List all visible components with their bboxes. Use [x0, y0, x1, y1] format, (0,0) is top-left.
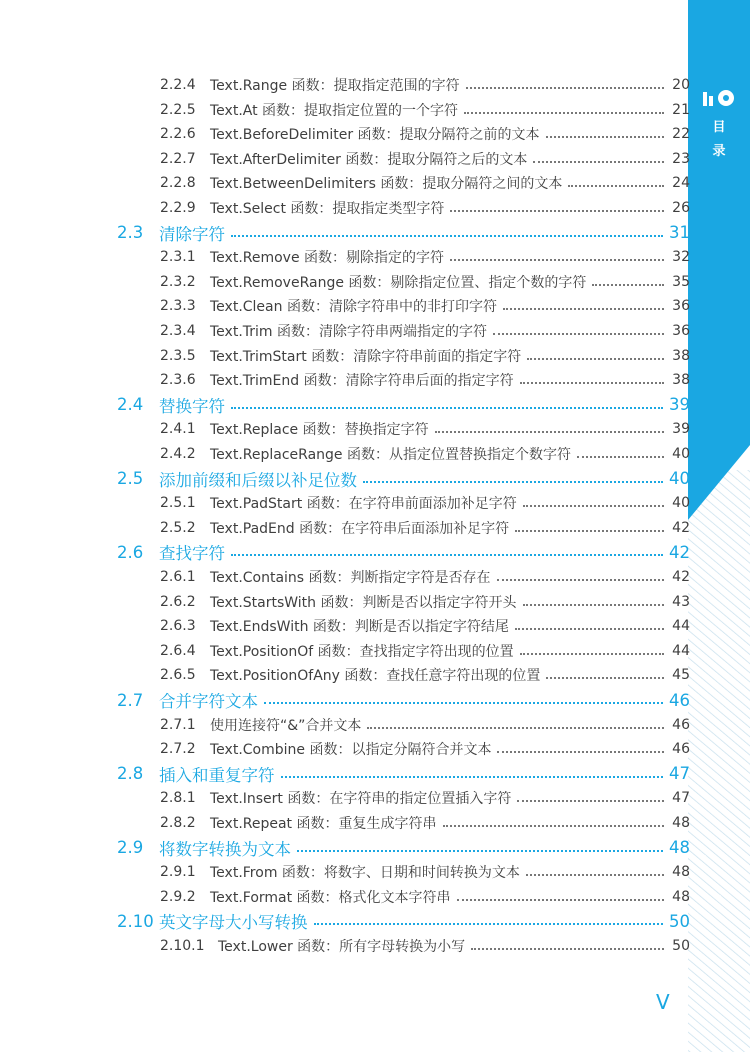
- toc-dot-leader: [443, 825, 665, 827]
- toc-entry-row[interactable]: [0, 811, 690, 835]
- toc-entry-number: 2.6.3: [160, 618, 196, 635]
- toc-section-row[interactable]: [0, 836, 690, 860]
- toc-dot-leader: [546, 677, 664, 679]
- toc-entry-row[interactable]: [0, 147, 690, 171]
- toc-page-number: 39: [672, 421, 690, 438]
- toc-entry-number: 2.2.5: [160, 101, 196, 118]
- toc-page-number: 44: [672, 642, 690, 659]
- toc-entry-title: Text.TrimStart 函数：清除字符串前面的指定字符: [210, 348, 522, 365]
- toc-entry-title: 插入和重复字符: [159, 765, 275, 785]
- toc-entry-number: 2.6.5: [160, 667, 196, 684]
- toc-entry-title: Text.TrimEnd 函数：清除字符串后面的指定字符: [210, 373, 514, 390]
- toc-dot-leader: [497, 751, 664, 753]
- toc-page-number: 44: [672, 618, 690, 635]
- toc-entry-title: Text.PadStart 函数：在字符串前面添加补足字符: [210, 496, 517, 513]
- toc-page-number: 50: [672, 938, 690, 954]
- toc-entry-title: Text.ReplaceRange 函数：从指定位置替换指定个数字符: [210, 447, 571, 463]
- toc-entry-row[interactable]: [0, 516, 690, 540]
- toc-entry-title: Text.Lower 函数：所有字母转换为小写: [218, 939, 466, 955]
- toc-entry-row[interactable]: [0, 713, 690, 737]
- toc-dot-leader: [471, 948, 664, 950]
- toc-entry-title: 替换字符: [159, 396, 225, 416]
- toc-page-number: 38: [672, 347, 690, 364]
- toc-page-number: 38: [672, 372, 690, 389]
- toc-dot-leader: [231, 407, 663, 409]
- toc-entry-number: 2.7: [117, 690, 144, 710]
- toc-entry-number: 2.2.7: [160, 150, 196, 167]
- toc-page-number: 48: [672, 815, 690, 831]
- toc-entry-title: Text.EndsWith 函数：判断是否以指定字符结尾: [210, 619, 509, 636]
- toc-entry-number: 2.3.5: [160, 347, 196, 364]
- toc-entry-number: 2.10: [117, 911, 154, 931]
- toc-entry-number: 2.2.9: [160, 200, 196, 216]
- toc-section-row[interactable]: [0, 393, 690, 417]
- toc-entry-row[interactable]: [0, 171, 690, 195]
- toc-entry-number: 2.2.8: [160, 175, 196, 192]
- toc-entry-number: 2.3.2: [160, 273, 196, 290]
- toc-entry-title: Text.Format 函数：格式化文本字符串: [210, 889, 451, 906]
- toc-page-number: 23: [672, 150, 690, 167]
- toc-section-row[interactable]: [0, 221, 690, 245]
- toc-dot-leader: [367, 727, 664, 729]
- toc-page-number: 32: [672, 249, 690, 266]
- toc-section-row[interactable]: [0, 762, 690, 786]
- toc-section-row[interactable]: [0, 688, 690, 712]
- toc-entry-number: 2.9.2: [160, 888, 196, 905]
- toc-entry-row[interactable]: [0, 491, 690, 515]
- toc-entry-row[interactable]: [0, 860, 690, 884]
- toc-page-number: 40: [672, 495, 690, 512]
- toc-dot-leader: [520, 382, 664, 384]
- toc-entry-row[interactable]: [0, 196, 690, 220]
- toc-dot-leader: [527, 358, 664, 360]
- toc-entry-title: Text.Contains 函数：判断指定字符是否存在: [210, 570, 491, 586]
- toc-entry-number: 2.9: [117, 838, 144, 858]
- toc-page-number: 24: [672, 175, 690, 192]
- toc-entry-row[interactable]: [0, 442, 690, 466]
- toc-entry-row[interactable]: [0, 294, 690, 318]
- toc-entry-title: Text.StartsWith 函数：判断是否以指定字符开头: [210, 594, 517, 611]
- toc-entry-title: Text.From 函数：将数字、日期和时间转换为文本: [210, 865, 520, 882]
- toc-entry-number: 2.4.1: [160, 421, 196, 438]
- toc-dot-leader: [568, 185, 664, 187]
- toc-entry-title: Text.RemoveRange 函数：剔除指定位置、指定个数的字符: [210, 274, 587, 291]
- toc-entry-title: Text.Insert 函数：在字符串的指定位置插入字符: [210, 791, 512, 808]
- toc-entry-row[interactable]: [0, 934, 690, 958]
- toc-entry-row[interactable]: [0, 737, 690, 761]
- toc-page-number: 31: [669, 223, 690, 243]
- toc-entry-row[interactable]: [0, 368, 690, 392]
- toc-dot-leader: [533, 161, 664, 163]
- toc-entry-title: 将数字转换为文本: [159, 839, 291, 859]
- toc-entry-title: Text.Trim 函数：清除字符串两端指定的字符: [210, 324, 487, 340]
- toc-entry-title: 使用连接符“&”合并文本: [210, 717, 362, 734]
- toc-page-number: 46: [672, 741, 690, 758]
- toc-dot-leader: [517, 800, 664, 802]
- toc-entry-number: 2.5: [117, 469, 144, 489]
- toc-entry-row[interactable]: [0, 417, 690, 441]
- toc-entry-row[interactable]: [0, 73, 690, 97]
- toc-page-number: 36: [672, 298, 690, 315]
- toc-page-number: 48: [672, 864, 690, 881]
- toc-entry-title: Text.PadEnd 函数：在字符串后面添加补足字符: [210, 520, 510, 537]
- toc-entry-number: 2.4: [117, 395, 144, 415]
- toc-page-number: 42: [672, 569, 690, 585]
- toc-entry-number: 2.8.2: [160, 815, 196, 831]
- toc-entry-row[interactable]: [0, 565, 690, 589]
- toc-page-number: 26: [672, 200, 690, 216]
- toc-page-number: 47: [672, 790, 690, 807]
- toc-section-row[interactable]: [0, 909, 690, 933]
- toc-dot-leader: [231, 235, 663, 237]
- toc-dot-leader: [435, 431, 664, 433]
- toc-page-number: 42: [672, 519, 690, 536]
- toc-entry-number: 2.5.1: [160, 495, 196, 512]
- toc-page-number: 43: [672, 593, 690, 610]
- toc-dot-leader: [281, 776, 664, 778]
- toc-page-number: 36: [672, 323, 690, 339]
- toc-dot-leader: [526, 874, 664, 876]
- toc-page-number: 45: [672, 667, 690, 684]
- toc-section-row[interactable]: [0, 467, 690, 491]
- toc-entry-row[interactable]: [0, 98, 690, 122]
- toc-entry-row[interactable]: [0, 344, 690, 368]
- toc-entry-title: Text.Replace 函数：替换指定字符: [210, 422, 429, 439]
- toc-entry-row[interactable]: [0, 270, 690, 294]
- toc-entry-row[interactable]: [0, 614, 690, 638]
- toc-dot-leader: [577, 456, 664, 458]
- toc-entry-title: 清除字符: [159, 224, 225, 244]
- toc-entry-number: 2.3.1: [160, 249, 196, 266]
- toc-entry-number: 2.3.4: [160, 323, 196, 339]
- toc-entry-number: 2.2.4: [160, 77, 196, 93]
- toc-entry-title: Text.AfterDelimiter 函数：提取分隔符之后的文本: [210, 151, 528, 168]
- toc-dot-leader: [231, 554, 663, 556]
- toc-page-number: 39: [669, 395, 690, 415]
- toc-dot-leader: [466, 87, 664, 89]
- toc-dot-leader: [523, 505, 664, 507]
- toc-entry-row[interactable]: [0, 590, 690, 614]
- toc-entry-title: Text.BeforeDelimiter 函数：提取分隔符之前的文本: [210, 127, 540, 144]
- toc-dot-leader: [503, 308, 664, 310]
- toc-entry-title: Text.Combine 函数：以指定分隔符合并文本: [210, 742, 492, 759]
- toc-entry-title: Text.Remove 函数：剔除指定的字符: [210, 250, 445, 267]
- toc-section-row[interactable]: [0, 540, 690, 564]
- toc-entry-number: 2.6.1: [160, 569, 196, 585]
- toc-entry-title: Text.At 函数：提取指定位置的一个字符: [210, 102, 459, 119]
- toc-page-number: 20: [672, 77, 690, 93]
- toc-entry-title: Text.Clean 函数：清除字符串中的非打印字符: [210, 299, 497, 316]
- toc-dot-leader: [493, 333, 664, 335]
- toc-entry-number: 2.6: [117, 542, 144, 562]
- toc-dot-leader: [314, 923, 664, 925]
- toc-entry-row[interactable]: [0, 319, 690, 343]
- toc-page-number: 40: [672, 446, 690, 462]
- toc-page-number: 42: [669, 542, 690, 562]
- toc-dot-leader: [457, 899, 664, 901]
- toc-page-number: 48: [672, 888, 690, 905]
- toc-page-number: 46: [669, 690, 690, 710]
- toc-entry-title: Text.BetweenDelimiters 函数：提取分隔符之间的文本: [210, 176, 563, 193]
- toc-dot-leader: [515, 530, 664, 532]
- toc-dot-leader: [464, 112, 664, 114]
- toc-entry-title: Text.PositionOfAny 函数：查找任意字符出现的位置: [210, 668, 541, 685]
- toc-entry-number: 2.8.1: [160, 790, 196, 807]
- toc-dot-leader: [363, 481, 663, 483]
- toc-entry-title: 英文字母大小写转换: [159, 913, 308, 933]
- page-number: V: [656, 990, 670, 1014]
- toc-entry-number: 2.7.1: [160, 716, 196, 733]
- toc-entry-number: 2.3: [117, 223, 144, 243]
- toc-dot-leader: [546, 136, 664, 138]
- toc-page-number: 47: [669, 764, 690, 784]
- side-label-line-1: 目: [712, 120, 726, 135]
- toc-dot-leader: [264, 702, 663, 704]
- toc-entry-number: 2.3.6: [160, 372, 196, 389]
- toc-entry-title: 添加前缀和后缀以补足位数: [159, 470, 357, 490]
- toc-entry-row[interactable]: [0, 885, 690, 909]
- toc-entry-row[interactable]: [0, 122, 690, 146]
- toc-entry-number: 2.7.2: [160, 741, 196, 758]
- toc-entry-title: Text.Repeat 函数：重复生成字符串: [210, 816, 437, 832]
- toc-dot-leader: [520, 653, 664, 655]
- toc-entry-row[interactable]: [0, 639, 690, 663]
- toc-dot-leader: [297, 850, 663, 852]
- toc-entry-number: 2.10.1: [160, 938, 205, 954]
- toc-entry-title: Text.Range 函数：提取指定范围的字符: [210, 78, 460, 94]
- toc-entry-row[interactable]: [0, 245, 690, 269]
- toc-page-number: 21: [672, 101, 690, 118]
- toc-dot-leader: [523, 604, 665, 606]
- toc-side-label: [710, 116, 728, 164]
- toc-dot-leader: [515, 628, 664, 630]
- toc-entry-title: 合并字符文本: [159, 692, 258, 711]
- toc-entry-number: 2.2.6: [160, 126, 196, 143]
- toc-entry-number: 2.4.2: [160, 446, 196, 462]
- toc-page-number: 48: [669, 838, 690, 858]
- toc-entry-row[interactable]: [0, 786, 690, 810]
- toc-entry-title: Text.Select 函数：提取指定类型字符: [210, 201, 445, 217]
- toc-entry-title: 查找字符: [159, 544, 225, 564]
- toc-page-number: 22: [672, 126, 690, 143]
- toc-entry-number: 2.5.2: [160, 519, 196, 536]
- toc-entry-number: 2.8: [117, 764, 144, 784]
- toc-page-number: 35: [672, 273, 690, 290]
- toc-dot-leader: [450, 210, 664, 212]
- toc-entry-number: 2.6.2: [160, 593, 196, 610]
- side-label-line-2: 录: [712, 144, 726, 159]
- toc-page-number: 40: [669, 469, 690, 489]
- toc-dot-leader: [592, 284, 664, 286]
- toc-entry-number: 2.9.1: [160, 864, 196, 881]
- toc-page-number: 46: [672, 716, 690, 733]
- toc-entry-row[interactable]: [0, 663, 690, 687]
- toc-entry-number: 2.6.4: [160, 642, 196, 659]
- brand-logo-icon: [702, 86, 736, 108]
- toc-dot-leader: [450, 259, 664, 261]
- toc-entry-number: 2.3.3: [160, 298, 196, 315]
- toc-dot-leader: [497, 579, 664, 581]
- toc-page-number: 50: [669, 911, 690, 931]
- toc-entry-title: Text.PositionOf 函数：查找指定字符出现的位置: [210, 643, 514, 660]
